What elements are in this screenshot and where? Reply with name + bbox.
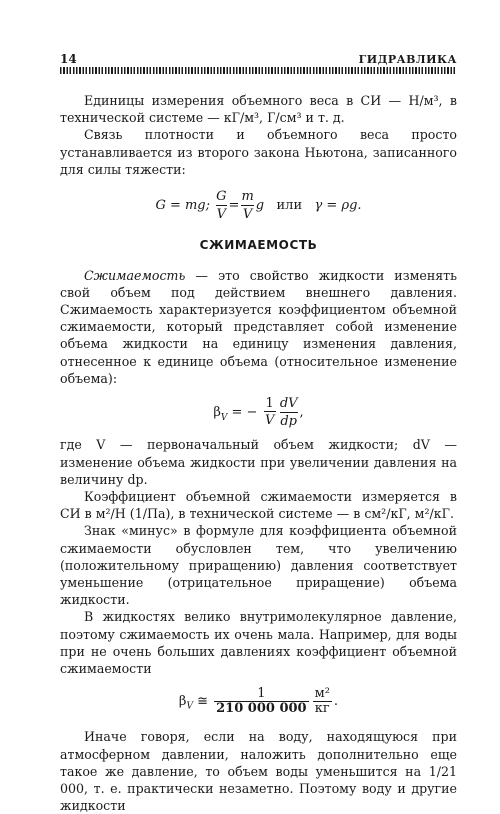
- fraction: [214, 687, 308, 716]
- paragraph-conclusion: Иначе говоря, если на воду, находящуюся при атмосферном давлении, наложить дополнительно еще такое же давление, то объем воды уменьшится на 1/21 000, т. е. практически незаметно. Поэтому воду и другие жидкости: [60, 729, 457, 814]
- fraction-numerator: G: [216, 188, 226, 206]
- approx-sign: ≅: [197, 694, 208, 710]
- page-number: 14: [60, 52, 77, 66]
- fraction-numerator: m: [241, 188, 253, 206]
- fraction-numerator: 1: [214, 687, 308, 702]
- defined-term: Сжимаемость: [84, 267, 186, 283]
- fraction-numerator: dV: [280, 395, 298, 413]
- formula-conjunction: или: [276, 198, 303, 214]
- fraction-numerator: м²: [314, 686, 330, 702]
- page-header: [60, 52, 457, 66]
- formula-part: g: [255, 198, 265, 214]
- formula-punctuation: .: [333, 694, 339, 710]
- paragraph-minus-sign: Знак «минус» в формуле для коэффициента объемной сжимаемости обусловлен тем, что увеличению (положительному приращению) давления соответствует уменьшение (отрицательное приращение) объема жидкости.: [60, 523, 457, 608]
- paragraph-definition: [60, 267, 457, 387]
- fraction: [264, 397, 276, 429]
- page-body: [60, 92, 457, 814]
- paragraph-units-compressibility: Коэффициент объемной сжимаемости измеряется в СИ в м²/Н (1/Па), в технической системе — в см²/кГ, м²/кГ.: [60, 489, 457, 522]
- formula-symbol: β: [213, 405, 221, 421]
- formula-newton: [60, 188, 457, 223]
- header-rule: [60, 67, 457, 74]
- paragraph-density-relation: Связь плотности и объемного веса просто устанавливается из второго закона Ньютона, записанного для силы тяжести:: [60, 127, 457, 177]
- fraction-denominator: V: [264, 412, 275, 428]
- formula-punctuation: ,: [299, 405, 304, 421]
- definition-text: — это свойство жидкости изменять свой объем под действием внешнего давления. Сжимаемость характеризуется коэффициентом объемной сжимаемости, который представляет собой изменение объема жидкости на единицу изменения давления, отнесенное к единице объема (относительное изменение объема):: [60, 267, 457, 386]
- formula-symbol: β: [178, 694, 187, 710]
- fraction-denominator: 210 000 000: [216, 701, 307, 717]
- running-head-title: ГИДРАВЛИКА: [358, 53, 457, 66]
- fraction: [216, 188, 226, 223]
- fraction: [280, 395, 298, 430]
- formula-subscript: V: [186, 701, 193, 712]
- paragraph-water-example: В жидкостях велико внутримолекулярное давление, поэтому сжимаемость их очень мала. Например, для воды при не очень больших давлениях коэффициент объемной сжимаемости: [60, 609, 457, 677]
- fraction-denominator: V: [242, 207, 253, 223]
- paragraph-variables: где V — первоначальный объем жидкости; dV — изменение объема жидкости при увеличении давления на величину dp.: [60, 437, 457, 487]
- paragraph-units: Единицы измерения объемного веса в СИ — Н/м³, в технической системе — кГ/м³, Г/см³ и т. д.: [60, 93, 457, 126]
- formula-part: γ = ρg.: [314, 198, 362, 214]
- formula-compressibility: [60, 395, 457, 430]
- fraction-numerator: 1: [265, 395, 274, 411]
- equals-sign: =: [228, 198, 240, 214]
- fraction: [313, 687, 332, 716]
- formula-water-compressibility: [60, 687, 457, 716]
- fraction-denominator: dp: [280, 414, 297, 430]
- fraction-denominator: кг: [314, 701, 330, 717]
- formula-part: G = mg;: [155, 198, 211, 214]
- equals-sign: = −: [231, 405, 258, 421]
- formula-subscript: V: [220, 412, 228, 423]
- fraction-denominator: V: [216, 207, 227, 223]
- section-heading: СЖИМАЕМОСТЬ: [199, 238, 318, 253]
- fraction: [241, 188, 253, 223]
